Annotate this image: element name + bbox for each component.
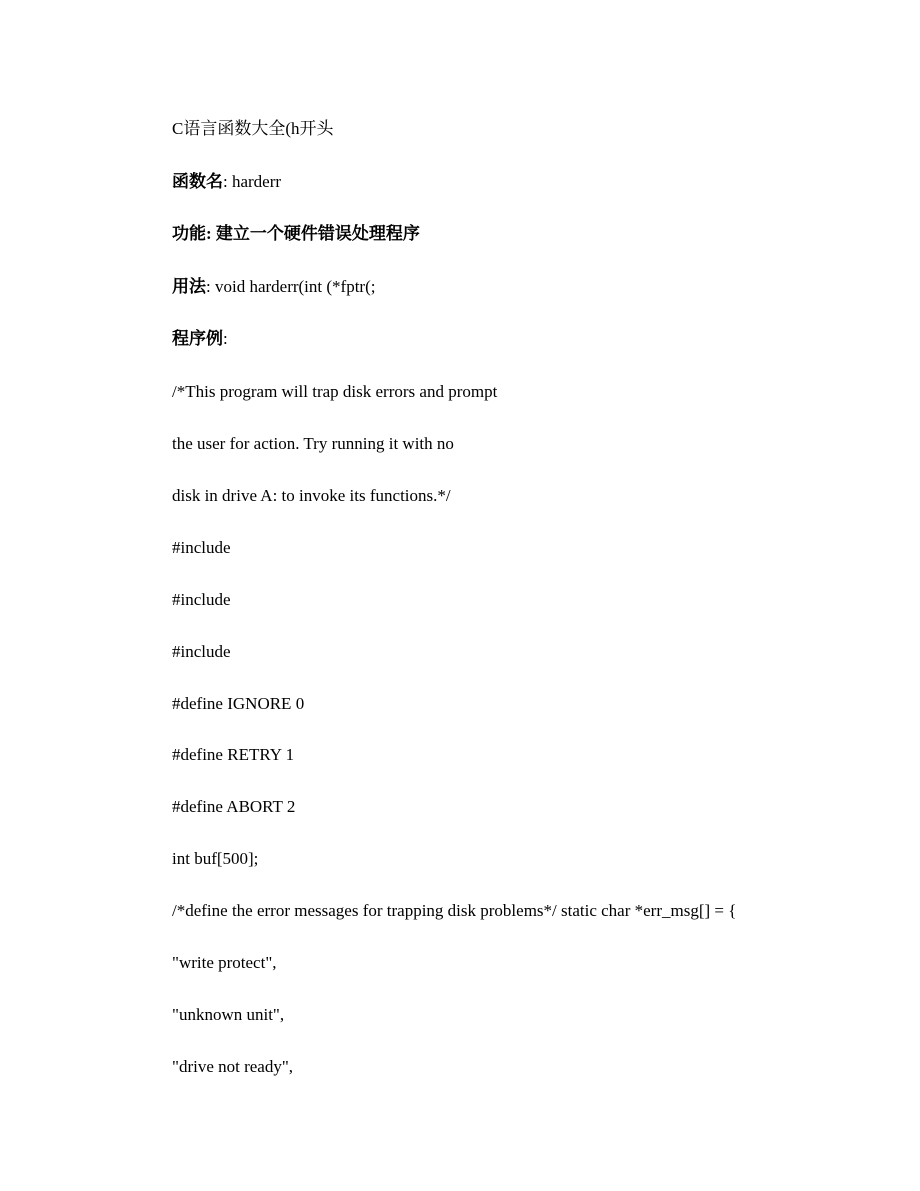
function-name-value: : harderr [223,172,282,191]
code-line: "drive not ready", [172,1057,294,1076]
code-line: #define ABORT 2 [172,797,296,816]
title-text: C语言函数大全(h开头 [172,119,334,138]
code-line: int buf[500]; [172,849,259,868]
usage-row [172,276,375,298]
code-line: #define IGNORE 0 [172,694,305,713]
usage-label: 用法 [172,277,206,296]
function-value: : 建立一个硬件错误处理程序 [206,224,420,243]
code-line: /*define the error messages for trapping disk problems*/ static char *err_msg[] = { [172,901,737,920]
example-row [172,328,228,350]
document-title [172,118,334,140]
code-line: disk in drive A: to invoke its functions.*/ [172,486,451,505]
function-name-label: 函数名 [172,172,223,191]
code-line: the user for action. Try running it with no [172,434,454,453]
usage-value: : void harderr(int (*fptr(; [206,277,376,296]
function-name-row [172,171,281,193]
example-label: 程序例 [172,329,223,348]
code-line: #define RETRY 1 [172,745,295,764]
code-line: /*This program will trap disk errors and prompt [172,382,498,401]
code-line: #include [172,590,231,609]
function-label: 功能 [172,224,206,243]
code-line: #include [172,642,231,661]
code-line: "write protect", [172,953,277,972]
code-line: #include [172,538,231,557]
function-row [172,223,420,245]
code-line: "unknown unit", [172,1005,285,1024]
example-colon: : [223,329,228,348]
